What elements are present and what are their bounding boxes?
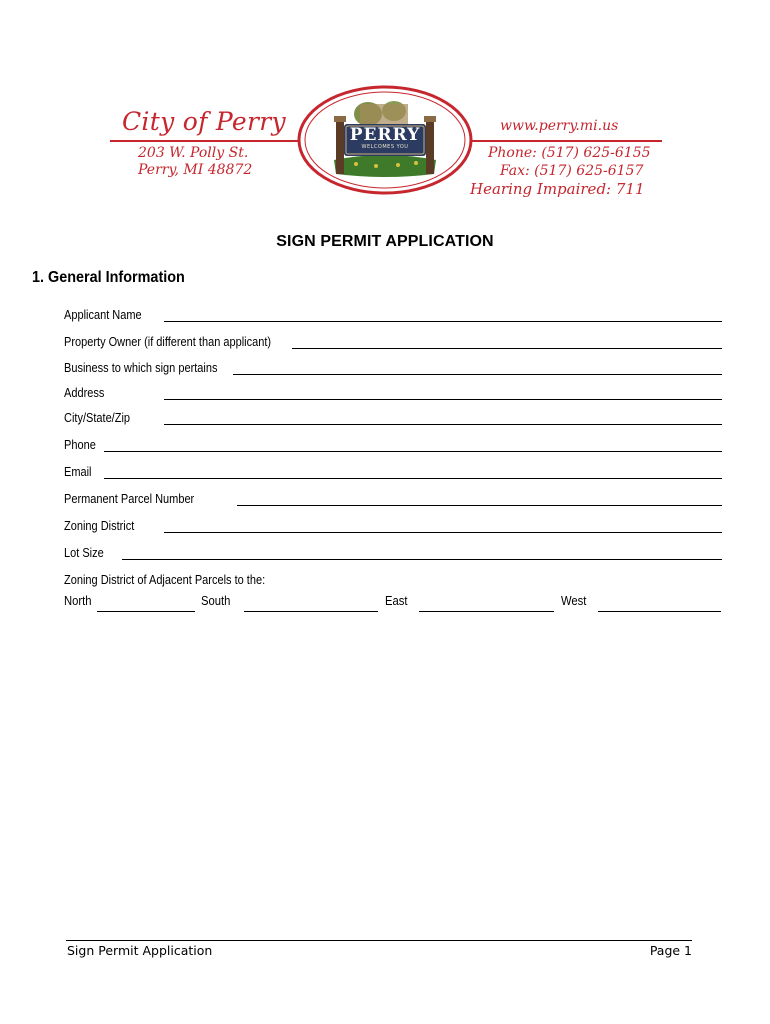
- footer-rule: [66, 940, 692, 941]
- sign-subtitle: WELCOMES YOU: [361, 144, 409, 150]
- field-phone: [64, 432, 722, 452]
- phone-number: Phone: (517) 625-6155: [488, 145, 651, 161]
- page-title: SIGN PERMIT APPLICATION: [276, 233, 494, 250]
- field-label: Address: [64, 386, 105, 400]
- adjacent-directions-row: [64, 590, 724, 614]
- field-label: Property Owner (if different than applicant): [64, 335, 272, 349]
- fax-number: Fax: (517) 625-6157: [500, 163, 644, 179]
- footer-document-name: Sign Permit Application: [67, 943, 213, 958]
- south-input[interactable]: [244, 611, 378, 612]
- phone-input[interactable]: [104, 451, 722, 452]
- email-input[interactable]: [104, 478, 722, 479]
- field-label: Applicant Name: [64, 308, 142, 322]
- field-parcel-number: [64, 486, 722, 506]
- field-label: Phone: [64, 438, 96, 452]
- east-label: East: [385, 594, 408, 608]
- field-address: [64, 380, 722, 400]
- east-input[interactable]: [419, 611, 554, 612]
- letterhead-rule-left: [110, 140, 320, 142]
- applicant-name-input[interactable]: [164, 321, 722, 322]
- property-owner-input[interactable]: [292, 348, 722, 349]
- field-city-state-zip: [64, 405, 722, 425]
- field-applicant-name: [64, 302, 722, 322]
- parcel-number-input[interactable]: [237, 505, 722, 506]
- adjacent-parcels-heading: Zoning District of Adjacent Parcels to the:: [64, 573, 266, 587]
- business-input[interactable]: [233, 374, 722, 375]
- field-email: [64, 459, 722, 479]
- adjacent-parcels-heading-row: [64, 567, 722, 587]
- field-label: Lot Size: [64, 546, 104, 560]
- field-label: Permanent Parcel Number: [64, 492, 195, 506]
- field-lot-size: [64, 540, 722, 560]
- letterhead-contact-block: [470, 117, 670, 198]
- zoning-district-input[interactable]: [164, 532, 722, 533]
- hearing-impaired-line: Hearing Impaired: 711: [470, 180, 645, 198]
- north-input[interactable]: [97, 611, 195, 612]
- field-label: Business to which sign pertains: [64, 361, 218, 375]
- north-label: North: [64, 594, 92, 608]
- address-line-1: 203 W. Polly St.: [138, 145, 249, 161]
- section-heading: 1. General Information: [32, 269, 185, 286]
- south-label: South: [201, 594, 231, 608]
- city-name: City of Perry: [122, 107, 286, 136]
- field-property-owner: [64, 329, 722, 349]
- city-state-zip-input[interactable]: [164, 424, 722, 425]
- field-zoning-district: [64, 513, 722, 533]
- west-label: West: [561, 594, 587, 608]
- sign-title: PERRY: [349, 125, 421, 145]
- footer-page-number: Page 1: [649, 943, 692, 958]
- address-input[interactable]: [164, 399, 722, 400]
- address-line-2: Perry, MI 48872: [138, 162, 253, 178]
- field-label: Email: [64, 465, 92, 479]
- west-input[interactable]: [598, 611, 721, 612]
- field-business: [64, 355, 722, 375]
- field-label: Zoning District: [64, 519, 135, 533]
- website-link[interactable]: www.perry.mi.us: [500, 118, 619, 134]
- letterhead-address-block: [122, 107, 292, 179]
- lot-size-input[interactable]: [122, 559, 722, 560]
- field-label: City/State/Zip: [64, 411, 131, 425]
